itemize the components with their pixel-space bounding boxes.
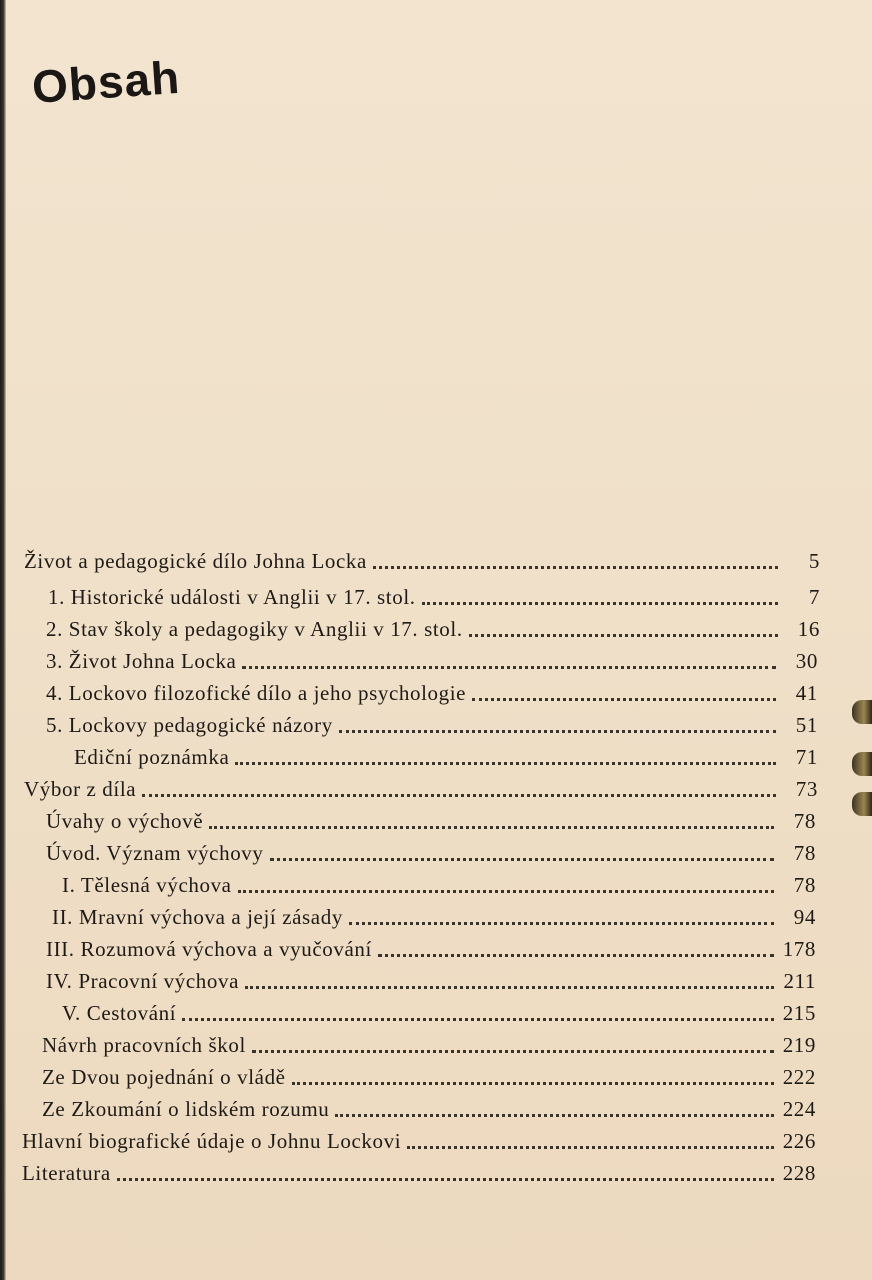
- toc-leader-dots: [252, 1049, 774, 1053]
- toc-entry: [48, 580, 820, 610]
- toc-entry: [46, 964, 816, 994]
- toc-page-number: 7: [808, 585, 820, 609]
- toc-entry: [22, 1124, 816, 1154]
- toc-page-number: 219: [782, 1033, 816, 1057]
- toc-leader-dots: [242, 665, 776, 669]
- toc-entry: [42, 1060, 816, 1090]
- toc-entry: [24, 772, 818, 802]
- toc-page-number: 94: [793, 905, 816, 929]
- toc-entry-title: 5. Lockovy pedagogické názory: [46, 713, 333, 737]
- toc-page-number: 78: [793, 873, 816, 897]
- toc-leader-dots: [335, 1113, 774, 1117]
- toc-entry: [46, 676, 818, 706]
- toc-entry: [46, 804, 816, 834]
- toc-leader-dots: [182, 1017, 774, 1021]
- toc-entry: [62, 996, 816, 1026]
- toc-page-number: 224: [782, 1097, 816, 1121]
- toc-leader-dots: [422, 601, 778, 605]
- toc-entry-title: Úvahy o výchově: [46, 809, 204, 833]
- toc-entry: [46, 612, 820, 642]
- toc-leader-dots: [339, 729, 776, 733]
- toc-leader-dots: [245, 985, 774, 989]
- toc-entry-title: Úvod. Význam výchovy: [46, 841, 264, 865]
- toc-page-number: 71: [795, 745, 818, 769]
- toc-page-number: 16: [797, 617, 820, 641]
- toc-page-number: 41: [795, 681, 818, 705]
- page-edge: [850, 700, 872, 840]
- toc-page-number: 228: [782, 1161, 816, 1185]
- toc-page-number: 78: [793, 841, 816, 865]
- toc-page-number: 73: [795, 777, 818, 801]
- toc-page-number: 51: [795, 713, 818, 737]
- toc-entry-title: Návrh pracovních škol: [42, 1033, 246, 1057]
- toc-entry: [42, 1028, 816, 1058]
- toc-page-number: 215: [782, 1001, 816, 1025]
- toc-entry-title: Ze Zkoumání o lidském rozumu: [42, 1097, 330, 1121]
- toc-leader-dots: [373, 565, 778, 569]
- toc-entry: [46, 708, 818, 738]
- toc-entry-title: I. Tělesná výchova: [62, 873, 232, 897]
- toc-entry: [46, 836, 816, 866]
- toc-entry-title: Literatura: [22, 1161, 111, 1185]
- toc-page-number: 211: [783, 969, 816, 993]
- toc-entry-title: III. Rozumová výchova a vyučování: [46, 937, 372, 961]
- page-title: Obsah: [30, 50, 182, 114]
- toc-entry-title: 1. Historické události v Anglii v 17. stol.: [48, 585, 416, 609]
- toc-leader-dots: [472, 697, 776, 701]
- toc-page-number: 226: [782, 1129, 816, 1153]
- toc-entry-title: IV. Pracovní výchova: [46, 969, 239, 993]
- toc-entry: [62, 868, 816, 898]
- toc-leader-dots: [235, 761, 776, 765]
- toc-page-number: 222: [782, 1065, 816, 1089]
- toc-entry: [74, 740, 818, 770]
- toc-leader-dots: [238, 889, 774, 893]
- toc-entry: [24, 544, 820, 574]
- toc-entry-title: Život a pedagogické dílo Johna Locka: [24, 549, 367, 573]
- toc-entry: [46, 932, 816, 962]
- toc-page-number: 78: [793, 809, 816, 833]
- toc-entry-title: V. Cestování: [62, 1001, 177, 1025]
- toc-entry-title: Hlavní biografické údaje o Johnu Lockovi: [22, 1129, 402, 1153]
- toc-page-number: 30: [795, 649, 818, 673]
- toc-page-number: 5: [808, 549, 820, 573]
- toc-entry-title: 2. Stav školy a pedagogiky v Anglii v 17. stol.: [46, 617, 463, 641]
- toc-entry-title: Výbor z díla: [24, 777, 137, 801]
- toc-leader-dots: [209, 825, 774, 829]
- toc-leader-dots: [292, 1081, 774, 1085]
- toc-leader-dots: [349, 921, 774, 925]
- toc-entry-title: 4. Lockovo filozofické dílo a jeho psychologie: [46, 681, 467, 705]
- toc-entry: [42, 1092, 816, 1122]
- toc-entry-title: Ze Dvou pojednání o vládě: [42, 1065, 286, 1089]
- toc-page-number: 178: [782, 937, 816, 961]
- toc-leader-dots: [270, 857, 775, 861]
- toc-entry: [46, 644, 818, 674]
- book-spine: [0, 0, 6, 1280]
- toc-leader-dots: [117, 1177, 774, 1181]
- toc-leader-dots: [469, 633, 778, 637]
- toc-entry: [22, 1156, 816, 1186]
- toc-entry-title: 3. Život Johna Locka: [46, 649, 237, 673]
- toc-entry: [52, 900, 816, 930]
- toc-entry-title: Ediční poznámka: [74, 745, 230, 769]
- toc-entry-title: II. Mravní výchova a její zásady: [52, 905, 343, 929]
- toc-leader-dots: [378, 953, 774, 957]
- toc-leader-dots: [407, 1145, 774, 1149]
- toc-leader-dots: [142, 793, 776, 797]
